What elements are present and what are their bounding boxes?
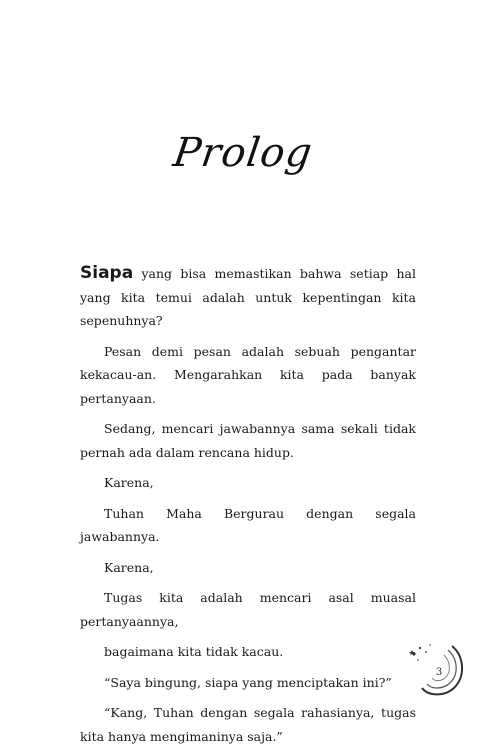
body-text — [80, 262, 416, 755]
paragraph-1-text: yang bisa memastikan bahwa setiap hal yang kita temui adalah untuk kepentingan kita sepenuhnya? — [80, 266, 416, 328]
paragraph-8: bagaimana kita tidak kacau. — [104, 644, 284, 659]
paragraph-1 — [80, 262, 416, 333]
paragraph-3: Sedang, mencari jawabannya sama sekali tidak pernah ada dalam rencana hidup. — [80, 421, 416, 460]
paragraph-10: “Kang, Tuhan dengan segala rahasianya, tugas kita hanya mengimaninya saja.” — [80, 705, 416, 744]
paragraph-9: “Saya bingung, siapa yang menciptakan ini?” — [104, 674, 392, 690]
chapter-title: Prolog — [170, 130, 316, 176]
paragraph-2: Pesan demi pesan adalah sebuah pengantar kekacau-an. Mengarahkan kita pada banyak pertanyaan. — [80, 343, 416, 406]
paragraph-5: Tuhan Maha Bergurau dengan segala jawabannya. — [80, 505, 416, 544]
paragraph-4: Karena, — [104, 475, 154, 490]
page-number: 3 — [435, 667, 443, 678]
paragraph-7: Tugas kita adalah mencari asal muasal pertanyaannya, — [80, 590, 416, 629]
paragraph-6: Karena, — [104, 559, 154, 575]
lead-word: Siapa — [80, 263, 134, 283]
